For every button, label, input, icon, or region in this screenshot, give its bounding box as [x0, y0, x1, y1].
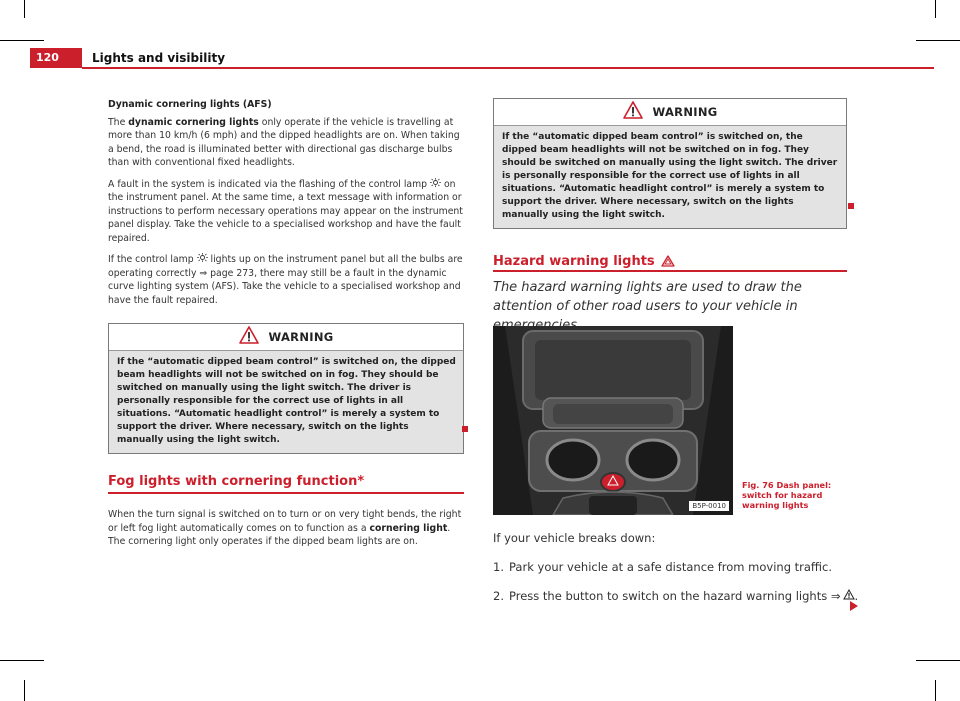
header-rule	[82, 67, 934, 69]
crop-mark	[935, 680, 936, 701]
crop-mark	[916, 40, 960, 41]
fog-paragraph: When the turn signal is switched on to turn or on very tight bends, the right or left fog light automatically comes on to function as a cornering light. The cornering light only operates if the dipped beam lights are on.	[108, 509, 462, 547]
hazard-section-title: Hazard warning lights	[493, 252, 847, 271]
fog-section-title: Fog lights with cornering function*	[108, 474, 365, 489]
breakdown-steps	[493, 530, 873, 604]
warning-box	[108, 323, 464, 454]
right-column	[493, 98, 847, 229]
hazard-section-rule	[493, 270, 847, 272]
breakdown-text: If your vehicle breaks down:	[493, 531, 656, 545]
afs-paragraph-1: The dynamic cornering lights only operate if the vehicle is travelling at more than 10 km/h (6 mph) and the dipped headlights are on. When taking a bend, the road is illuminated better with directional gas discharge bulbs than with conventional fixed headlights.	[108, 116, 460, 168]
warning-text: If the “automatic dipped beam control” is switched on, the dipped beam headlights will not be switched on in fog. They should be switched on manually using the light switch. The driver is personally responsible for the correct use of lights in all situations. “Automatic headlight control” is merely a system to support the driver. Where necessary, switch on the lights manually using the light switch.	[494, 126, 846, 228]
warning-triangle-icon	[623, 101, 643, 124]
hazard-switch-photo	[493, 326, 733, 515]
list-item: 2. Press the button to switch on the hazard warning lights ⇒ .	[493, 589, 859, 603]
warning-label: WARNING	[268, 329, 334, 344]
hazard-intro: The hazard warning lights are used to draw the attention of other road users to your vehicle in	[493, 280, 802, 314]
afs-lamp-icon	[197, 254, 208, 265]
crop-mark	[935, 0, 936, 18]
crop-mark	[0, 40, 44, 41]
continue-arrow-icon	[850, 596, 858, 615]
afs-lamp-icon	[430, 179, 441, 190]
hazard-triangle-icon	[661, 252, 675, 271]
crop-mark	[24, 0, 25, 18]
fog-section-rule	[108, 492, 464, 494]
crop-mark	[24, 680, 25, 701]
page-number: 120	[30, 48, 82, 68]
left-column	[108, 98, 464, 454]
warning-label: WARNING	[652, 104, 718, 119]
warning-text: If the “automatic dipped beam control” is switched on, the dipped beam headlights will not be switched on in fog. They should be switched on manually using the light switch. The driver is personally responsible for the correct use of lights in all situations. “Automatic headlight control” is merely a system to support the driver. Where necessary, switch on the lights manually using the light switch.	[109, 351, 463, 453]
section-end-mark	[462, 426, 468, 432]
warning-header	[494, 99, 846, 126]
figure-caption: Fig. 76 Dash panel: switch for hazard warning lights	[742, 480, 832, 510]
crop-mark	[0, 660, 44, 661]
warning-box	[493, 98, 847, 229]
warning-header	[109, 324, 463, 351]
afs-paragraph-3: If the control lamp lights up on the instrument panel but all the bulbs are operating correctly ⇒ page 273, there may still be a fault in the dynamic curve lighting system (AFS). Take the vehicle to a specialised workshop and have the fault repaired.	[108, 254, 463, 306]
crop-mark	[916, 660, 960, 661]
afs-paragraph-2: A fault in the system is indicated via the flashing of the control lamp on the instrument panel. At the same time, a text message with information or instructions to perform necessary operations may appear on the instrument panel display. Take the vehicle to a specialised workshop and have the fault repaired.	[108, 178, 463, 244]
afs-heading: Dynamic cornering lights (AFS)	[108, 99, 272, 110]
section-end-mark	[848, 203, 854, 209]
warning-triangle-icon	[239, 326, 259, 349]
image-code: B5P-0010	[689, 501, 729, 511]
list-item: 1. Park your vehicle at a safe distance from moving traffic.	[493, 560, 833, 574]
page-title: Lights and visibility	[92, 51, 226, 65]
